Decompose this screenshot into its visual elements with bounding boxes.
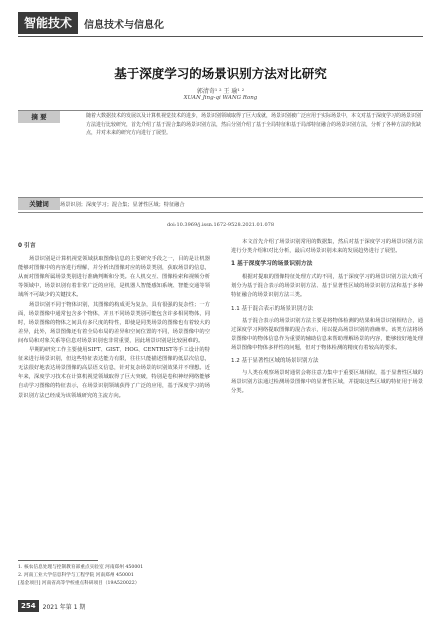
issue-label: 2021 年第 1 期 bbox=[42, 603, 86, 611]
header-rule bbox=[18, 36, 423, 37]
running-header bbox=[18, 12, 423, 34]
paragraph: 场景识别是计算机视觉领域获取图像信息的主要研究手段之一，目的是让机器能够对图像中的内容进行理解，并分析出图像对应的场景类别，获取场景的信息，从而对图像所属场景类别进行准确判断和分类。在人机交互、图像检索和视频分析等领域中，场景识别有着非常广泛的应用，是机器人智能感知系统、智能交通等领域所不可缺少的关键技术。 bbox=[18, 256, 210, 299]
paragraph: 早期的研究工作主要使用SIFT、GIST、HOG、CENTRIST等手工设计的特征来进行场景识别，但这些特征表达能力有限，往往只能描述图像的低层次信息，无法很好地表达场景图像的高层语义信息，针对复杂场景的识别效果并不理想。近年来，深度学习技术在计算机视觉领域取得了巨大突破，特别是卷积神经网络能够自动学习图像的特征表示，在场景识别领域获得了广泛的应用，基于深度学习的场景识别方法已经成为该领域研究的主流方向。 bbox=[18, 347, 210, 399]
keywords-bottom-rule bbox=[18, 212, 423, 213]
paragraph: 基于混合表示的场景识别方法主要是将物体检测的结果和场景识别相结合，通过深度学习网络提取图像的混合表示，用以提高场景识别的准确率。该类方法将场景图像中的物体信息作为重要的辅助信息来帮助理解场景的内容，能够较好地处理场景图像中物体多样性的问题，但对于物体检测的精度有着较高的要求。 bbox=[231, 317, 423, 351]
section-1-heading: 1 基于深度学习的场景识别方法 bbox=[231, 261, 313, 268]
right-column bbox=[231, 238, 423, 396]
intro-heading: 0 引言 bbox=[18, 243, 36, 249]
keywords-rule bbox=[18, 197, 423, 198]
doi: doi:10.3969/j.issn.1672-9528.2021.01.078 bbox=[166, 222, 275, 228]
paragraph: 场景识别不同于物体识别，其图像的构成更为复杂，具有很强的复杂性；一方面，场景图像中通常包含多个物体，并且不同场景类别可能包含许多相同物体，同时，场景图像的物体之间具有多尺度的特性，即使是同类场景的图像也有着较大的差异，此外，场景图像还有着全局布局的差异和空间位置的不同，场景图像中的空间布局和对象关系等信息对场景识别也非常重要，因此场景识别是比较困难的。 bbox=[18, 301, 210, 344]
left-column bbox=[18, 238, 210, 401]
subsection-1-1-heading: 1.1 基于混合表示的场景识别方法 bbox=[231, 305, 313, 312]
authors-english: XUAN Jing-qi WANG Rong bbox=[183, 95, 258, 101]
footnote: [基金项目] 河南省高等学校重点科研项目（19A520022） bbox=[18, 581, 140, 586]
paragraph: 本文首先介绍了场景识别常用的数据集，然后对基于深度学习的场景识别方法进行分类介绍和对比分析，最后对场景识别未来的发展趋势进行了展望。 bbox=[231, 239, 423, 255]
paragraph: 根据对提取的图像特征处理方式的不同，基于深度学习的场景识别方法大致可划分为基于混合表示的场景识别方法、基于显著性区域的场景识别方法和基于多种特征融合的场景识别方法三类。 bbox=[231, 274, 423, 299]
paragraph: 与人类在观察场景时通常会将注意力集中于重要区域相似，基于显著性区域的场景识别方法通过检测场景图像中的显著性区域，并提取这些区域的特征用于场景分类。 bbox=[231, 370, 423, 395]
keywords-text: 场景识别；深度学习；混合集；显著性区域；特征融合 bbox=[60, 202, 185, 208]
keywords-label: 关键词 bbox=[18, 198, 60, 210]
page-number: 254 bbox=[18, 600, 39, 612]
footnote: 2. 河南工业大学信息科学与工程学院 河南郑州 450001 bbox=[18, 573, 134, 578]
footnote: 1. 核农信息处理与控制教育部重点实验室 河南郑州 450001 bbox=[18, 565, 144, 570]
footnote-rule bbox=[18, 560, 98, 561]
column-tag: 智能技术 bbox=[18, 12, 78, 34]
abstract-label: 摘 要 bbox=[18, 111, 60, 123]
section-name: 信息技术与信息化 bbox=[84, 19, 165, 31]
article-title: 基于深度学习的场景识别方法对比研究 bbox=[114, 66, 327, 81]
abstract-text: 随着大数据技术的发展以及计算机视觉技术的进步，场景识别领域取得了巨大成就，场景识别被广泛应用于实际场景中，本文对基于深度学习的场景识别方法进行比较研究，首先介绍了基于混合集的场景识别方法，然后分别介绍了基于全局特征和基于局部特征融合的场景识别方法，分析了各种方法的优缺点，并对未来的研究方向进行了展望。 bbox=[86, 113, 422, 137]
page-footer bbox=[18, 600, 85, 612]
abstract-top-rule bbox=[18, 110, 423, 111]
authors: 郭清奇¹ ² 王 瑜¹ ² bbox=[196, 88, 245, 95]
subsection-1-2-heading: 1.2 基于显著性区域的场景识别方法 bbox=[231, 358, 319, 365]
